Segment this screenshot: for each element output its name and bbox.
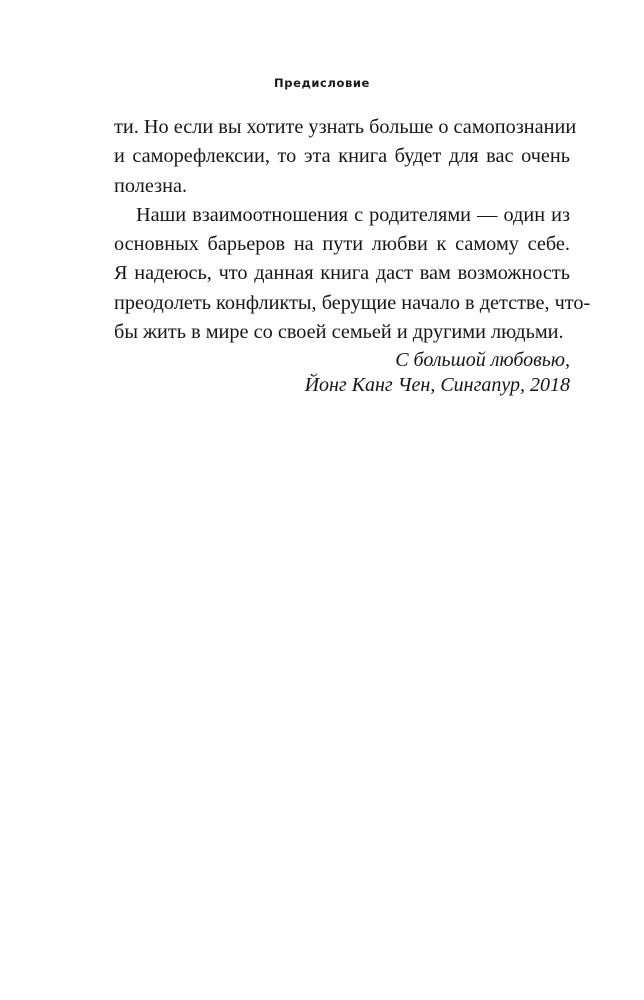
- paragraph: [114, 113, 577, 201]
- text-line: Я надеюсь, что данная книга даст вам возможность: [114, 262, 570, 285]
- text-line: бы жить в мире со своей семьей и другими людьми.: [114, 321, 564, 344]
- running-head: Предисловие: [274, 76, 370, 90]
- text-line: Наши взаимоотношения с родителями — один из: [136, 203, 570, 226]
- body-text: [114, 113, 591, 347]
- text-line: полезна.: [114, 174, 188, 197]
- text-line: и саморефлексии, то эта книга будет для вас очень: [114, 145, 570, 168]
- signature-author-place-year: Йонг Канг Чен, Сингапур, 2018: [304, 374, 570, 396]
- text-line: основных барьеров на пути любви к самому себе.: [114, 233, 570, 256]
- text-line: ти. Но если вы хотите узнать больше о самопознании: [114, 116, 577, 138]
- text-line: преодолеть конфликты, берущие начало в детстве, что-: [114, 291, 591, 314]
- signature-block: [114, 348, 570, 398]
- paragraph: [114, 201, 591, 347]
- signature-closing: С большой любовью,: [395, 349, 570, 371]
